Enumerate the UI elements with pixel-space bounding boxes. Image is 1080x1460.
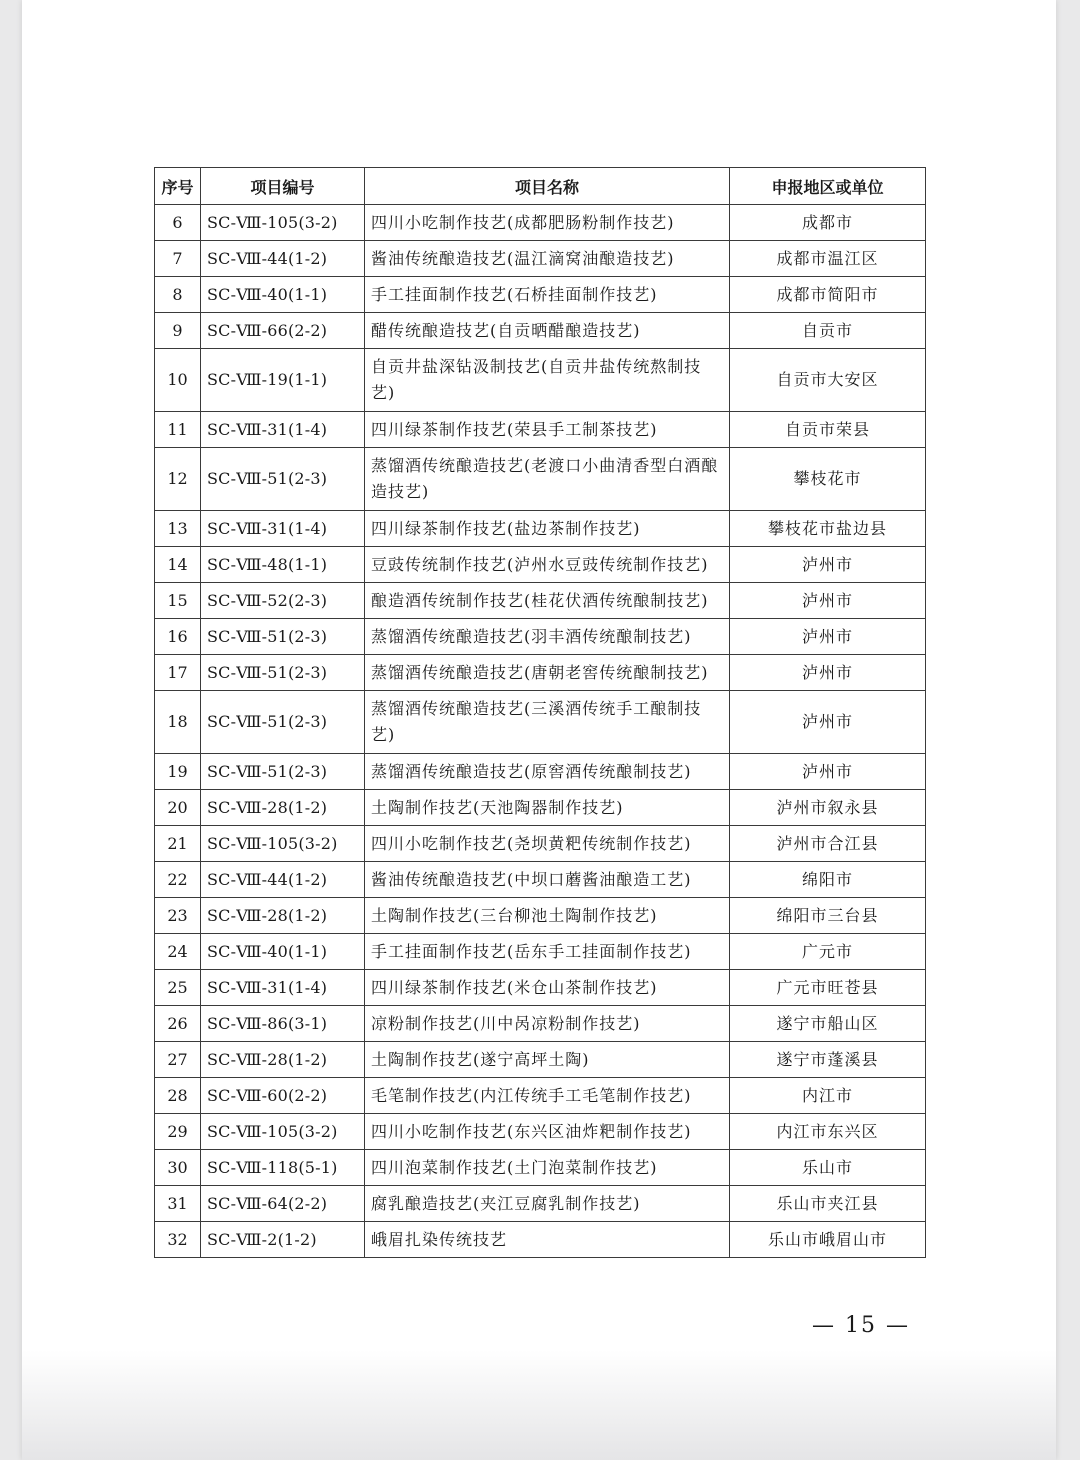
project-name: 四川小吃制作技艺(成都肥肠粉制作技艺) <box>365 205 730 241</box>
project-code: SC-Ⅷ-44(1-2) <box>201 862 365 898</box>
project-code: SC-Ⅷ-40(1-1) <box>201 277 365 313</box>
table-row <box>155 790 926 826</box>
project-name: 毛笔制作技艺(内江传统手工毛笔制作技艺) <box>365 1078 730 1114</box>
project-name: 土陶制作技艺(三台柳池土陶制作技艺) <box>365 898 730 934</box>
region-cell: 泸州市 <box>730 655 926 691</box>
table-body <box>155 205 926 1258</box>
project-code: SC-Ⅷ-86(3-1) <box>201 1006 365 1042</box>
region-cell: 内江市 <box>730 1078 926 1114</box>
region-cell: 泸州市合江县 <box>730 826 926 862</box>
row-index: 10 <box>155 349 201 412</box>
project-name: 峨眉扎染传统技艺 <box>365 1222 730 1258</box>
project-name: 四川绿茶制作技艺(盐边茶制作技艺) <box>365 511 730 547</box>
project-code: SC-Ⅷ-51(2-3) <box>201 448 365 511</box>
region-cell: 泸州市 <box>730 691 926 754</box>
table-row <box>155 655 926 691</box>
row-index: 31 <box>155 1186 201 1222</box>
region-cell: 乐山市夹江县 <box>730 1186 926 1222</box>
project-name: 蒸馏酒传统酿造技艺(唐朝老窖传统酿制技艺) <box>365 655 730 691</box>
row-index: 17 <box>155 655 201 691</box>
row-index: 14 <box>155 547 201 583</box>
region-cell: 乐山市峨眉山市 <box>730 1222 926 1258</box>
region-cell: 广元市 <box>730 934 926 970</box>
project-code: SC-Ⅷ-52(2-3) <box>201 583 365 619</box>
region-cell: 泸州市 <box>730 619 926 655</box>
table-row <box>155 205 926 241</box>
row-index: 29 <box>155 1114 201 1150</box>
project-name: 豆豉传统制作技艺(泸州水豆豉传统制作技艺) <box>365 547 730 583</box>
region-cell: 泸州市 <box>730 754 926 790</box>
region-cell: 遂宁市蓬溪县 <box>730 1042 926 1078</box>
project-name: 蒸馏酒传统酿造技艺(老渡口小曲清香型白酒酿造技艺) <box>365 448 730 511</box>
region-cell: 遂宁市船山区 <box>730 1006 926 1042</box>
project-code: SC-Ⅷ-60(2-2) <box>201 1078 365 1114</box>
row-index: 11 <box>155 412 201 448</box>
row-index: 7 <box>155 241 201 277</box>
project-code: SC-Ⅷ-31(1-4) <box>201 511 365 547</box>
row-index: 16 <box>155 619 201 655</box>
project-code: SC-Ⅷ-40(1-1) <box>201 934 365 970</box>
row-index: 12 <box>155 448 201 511</box>
row-index: 27 <box>155 1042 201 1078</box>
row-index: 23 <box>155 898 201 934</box>
project-code: SC-Ⅷ-51(2-3) <box>201 691 365 754</box>
project-name: 四川泡菜制作技艺(土门泡菜制作技艺) <box>365 1150 730 1186</box>
project-name: 蒸馏酒传统酿造技艺(原窖酒传统酿制技艺) <box>365 754 730 790</box>
table-row <box>155 826 926 862</box>
table-row <box>155 1078 926 1114</box>
region-cell: 攀枝花市 <box>730 448 926 511</box>
project-code: SC-Ⅷ-66(2-2) <box>201 313 365 349</box>
project-name: 手工挂面制作技艺(岳东手工挂面制作技艺) <box>365 934 730 970</box>
table-header-row <box>155 168 926 205</box>
table-row <box>155 583 926 619</box>
project-code: SC-Ⅷ-105(3-2) <box>201 1114 365 1150</box>
region-cell: 自贡市 <box>730 313 926 349</box>
project-name: 手工挂面制作技艺(石桥挂面制作技艺) <box>365 277 730 313</box>
row-index: 22 <box>155 862 201 898</box>
region-cell: 乐山市 <box>730 1150 926 1186</box>
project-name: 腐乳酿造技艺(夹江豆腐乳制作技艺) <box>365 1186 730 1222</box>
project-code: SC-Ⅷ-105(3-2) <box>201 826 365 862</box>
row-index: 13 <box>155 511 201 547</box>
table-row <box>155 349 926 412</box>
project-code: SC-Ⅷ-44(1-2) <box>201 241 365 277</box>
project-code: SC-Ⅷ-28(1-2) <box>201 1042 365 1078</box>
project-code: SC-Ⅷ-51(2-3) <box>201 655 365 691</box>
table-row <box>155 619 926 655</box>
row-index: 30 <box>155 1150 201 1186</box>
project-name: 四川小吃制作技艺(尧坝黄粑传统制作技艺) <box>365 826 730 862</box>
project-code: SC-Ⅷ-31(1-4) <box>201 970 365 1006</box>
table-row <box>155 448 926 511</box>
table-row <box>155 934 926 970</box>
table-row <box>155 1186 926 1222</box>
region-cell: 自贡市荣县 <box>730 412 926 448</box>
project-code: SC-Ⅷ-48(1-1) <box>201 547 365 583</box>
project-name: 自贡井盐深钻汲制技艺(自贡井盐传统熬制技艺) <box>365 349 730 412</box>
region-cell: 成都市简阳市 <box>730 277 926 313</box>
page-number: — 15 — <box>812 1313 910 1338</box>
project-code: SC-Ⅷ-105(3-2) <box>201 205 365 241</box>
region-cell: 自贡市大安区 <box>730 349 926 412</box>
project-name: 四川绿茶制作技艺(米仓山茶制作技艺) <box>365 970 730 1006</box>
project-code: SC-Ⅷ-51(2-3) <box>201 619 365 655</box>
project-name: 酿造酒传统制作技艺(桂花伏酒传统酿制技艺) <box>365 583 730 619</box>
project-name: 蒸馏酒传统酿造技艺(羽丰酒传统酿制技艺) <box>365 619 730 655</box>
project-code: SC-Ⅷ-28(1-2) <box>201 898 365 934</box>
project-name: 蒸馏酒传统酿造技艺(三溪酒传统手工酿制技艺) <box>365 691 730 754</box>
table-row <box>155 1114 926 1150</box>
project-name: 土陶制作技艺(遂宁高坪土陶) <box>365 1042 730 1078</box>
region-cell: 泸州市 <box>730 583 926 619</box>
region-cell: 泸州市叙永县 <box>730 790 926 826</box>
project-name: 酱油传统酿造技艺(温江滴窝油酿造技艺) <box>365 241 730 277</box>
project-code: SC-Ⅷ-19(1-1) <box>201 349 365 412</box>
table-row <box>155 241 926 277</box>
page-shadow <box>22 1350 1056 1460</box>
column-header-name: 项目名称 <box>365 168 730 205</box>
project-code: SC-Ⅷ-2(1-2) <box>201 1222 365 1258</box>
region-cell: 绵阳市三台县 <box>730 898 926 934</box>
project-name: 醋传统酿造技艺(自贡晒醋酿造技艺) <box>365 313 730 349</box>
project-code: SC-Ⅷ-118(5-1) <box>201 1150 365 1186</box>
row-index: 9 <box>155 313 201 349</box>
region-cell: 攀枝花市盐边县 <box>730 511 926 547</box>
row-index: 25 <box>155 970 201 1006</box>
row-index: 18 <box>155 691 201 754</box>
table-row <box>155 547 926 583</box>
heritage-project-table <box>154 167 926 1258</box>
table-row <box>155 511 926 547</box>
region-cell: 广元市旺苍县 <box>730 970 926 1006</box>
region-cell: 内江市东兴区 <box>730 1114 926 1150</box>
table-row <box>155 1150 926 1186</box>
region-cell: 泸州市 <box>730 547 926 583</box>
table-row <box>155 898 926 934</box>
region-cell: 成都市温江区 <box>730 241 926 277</box>
project-name: 土陶制作技艺(天池陶器制作技艺) <box>365 790 730 826</box>
project-name: 四川绿茶制作技艺(荣县手工制茶技艺) <box>365 412 730 448</box>
region-cell: 成都市 <box>730 205 926 241</box>
table-row <box>155 1006 926 1042</box>
project-name: 四川小吃制作技艺(东兴区油炸粑制作技艺) <box>365 1114 730 1150</box>
table-row <box>155 313 926 349</box>
table-row <box>155 970 926 1006</box>
project-name: 凉粉制作技艺(川中呙凉粉制作技艺) <box>365 1006 730 1042</box>
row-index: 24 <box>155 934 201 970</box>
table-row <box>155 862 926 898</box>
column-header-code: 项目编号 <box>201 168 365 205</box>
row-index: 15 <box>155 583 201 619</box>
row-index: 26 <box>155 1006 201 1042</box>
row-index: 8 <box>155 277 201 313</box>
row-index: 6 <box>155 205 201 241</box>
row-index: 32 <box>155 1222 201 1258</box>
table-row <box>155 412 926 448</box>
row-index: 21 <box>155 826 201 862</box>
row-index: 19 <box>155 754 201 790</box>
table-row <box>155 1042 926 1078</box>
table-row <box>155 754 926 790</box>
project-code: SC-Ⅷ-31(1-4) <box>201 412 365 448</box>
region-cell: 绵阳市 <box>730 862 926 898</box>
row-index: 20 <box>155 790 201 826</box>
project-code: SC-Ⅷ-51(2-3) <box>201 754 365 790</box>
project-code: SC-Ⅷ-28(1-2) <box>201 790 365 826</box>
table-row <box>155 1222 926 1258</box>
project-name: 酱油传统酿造技艺(中坝口蘑酱油酿造工艺) <box>365 862 730 898</box>
column-header-index: 序号 <box>155 168 201 205</box>
table-row <box>155 691 926 754</box>
row-index: 28 <box>155 1078 201 1114</box>
column-header-region: 申报地区或单位 <box>730 168 926 205</box>
table-row <box>155 277 926 313</box>
document-page <box>22 0 1056 1460</box>
project-code: SC-Ⅷ-64(2-2) <box>201 1186 365 1222</box>
